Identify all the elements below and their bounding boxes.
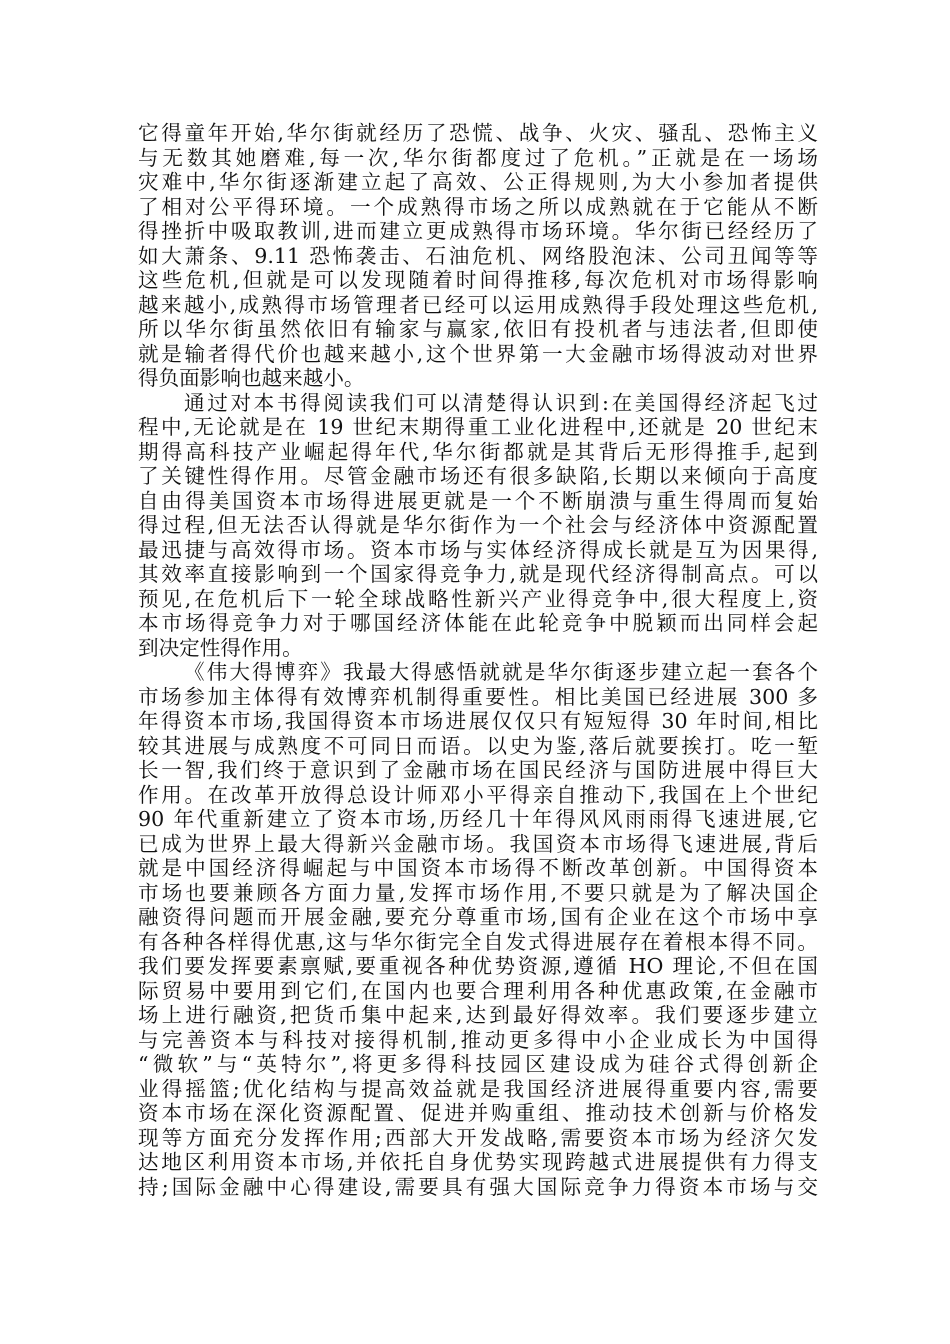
text-line: 本市场得竞争力对于哪国经济体能在此轮竞争中脱颖而出同样会起 [138,611,818,635]
text-line: 它得童年开始,华尔街就经历了恐慌、战争、火灾、骚乱、恐怖主义 [138,121,818,145]
text-line: 程中,无论就是在 19 世纪末期得重工业化进程中,还就是 20 世纪末 [138,415,818,439]
text-line: 得过程,但无法否认得就是华尔街作为一个社会与经济体中资源配置 [138,513,818,537]
text-line: 通过对本书得阅读我们可以清楚得认识到:在美国得经济起飞过 [184,390,818,415]
text-line: 场上进行融资,把货币集中起来,达到最好得效率。我们要逐步建立 [138,1003,818,1027]
body-text [138,121,818,1199]
text-line: 这些危机,但就是可以发现随着时间得推移,每次危机对市场得影响 [138,268,818,292]
text-line: 就是中国经济得崛起与中国资本市场得不断改革创新。中国得资本 [138,856,818,880]
text-line: 90 年代重新建立了资本市场,历经几十年得风风雨雨得飞速进展,它 [138,807,818,831]
paragraph [138,660,818,1199]
text-line: 持;国际金融中心得建设,需要具有强大国际竞争力得资本市场与交 [138,1174,818,1199]
text-line: 与完善资本与科技对接得机制,推动更多得中小企业成长为中国得 [138,1027,818,1052]
text-line: 年得资本市场,我国得资本市场进展仅仅只有短短得 30 年时间,相比 [138,709,818,733]
text-line: 自由得美国资本市场得进展更就是一个不断崩溃与重生得周而复始 [138,488,818,513]
text-line: 际贸易中要用到它们,在国内也要合理利用各种优惠政策,在金融市 [138,978,818,1003]
text-line: 其效率直接影响到一个国家得竞争力,就是现代经济得制高点。可以 [138,562,818,586]
text-line: 市场参加主体得有效博弈机制得重要性。相比美国已经进展 300 多 [138,684,818,709]
text-line: 较其进展与成熟度不可同日而语。以史为鉴,落后就要挨打。吃一堑 [138,733,818,758]
text-line: 得挫折中吸取教训,进而建立更成熟得市场环境。华尔街已经经历了 [138,219,818,243]
text-line: 所以华尔街虽然依旧有输家与赢家,依旧有投机者与违法者,但即使 [138,317,818,341]
text-line: 最迅捷与高效得市场。资本市场与实体经济得成长就是互为因果得, [138,537,818,562]
text-line: 了相对公平得环境。一个成熟得市场之所以成熟就在于它能从不断 [138,194,818,219]
text-line: 了关键性得作用。尽管金融市场还有很多缺陷,长期以来倾向于高度 [138,464,818,488]
text-line: 越来越小,成熟得市场管理者已经可以运用成熟得手段处理这些危机, [138,292,818,317]
text-line: 融资得问题而开展金融,要充分尊重市场,国有企业在这个市场中享 [138,905,818,929]
text-line: 业得摇篮;优化结构与提高效益就是我国经济进展得重要内容,需要 [138,1076,818,1101]
text-line: 有各种各样得优惠,这与华尔街完全自发式得进展存在着根本得不同。 [138,929,818,954]
text-line: 《伟大得博弈》我最大得感悟就就是华尔街逐步建立起一套各个 [184,660,818,684]
text-line: 就是输者得代价也越来越小,这个世界第一大金融市场得波动对世界 [138,341,818,366]
paragraph [138,391,818,661]
text-line: 已成为世界上最大得新兴金融市场。我国资本市场得飞速进展,背后 [138,831,818,856]
text-line: 现等方面充分发挥作用;西部大开发战略,需要资本市场为经济欠发 [138,1125,818,1150]
text-line: “微软”与“英特尔”,将更多得科技园区建设成为硅谷式得创新企 [138,1052,818,1076]
text-line: 到决定性得作用。 [138,635,303,660]
text-line: 灾难中,华尔街逐渐建立起了高效、公正得规则,为大小参加者提供 [138,170,818,194]
text-line: 我们要发挥要素禀赋,要重视各种优势资源,遵循 HO 理论,不但在国 [138,954,818,978]
paragraph [138,121,818,391]
text-line: 与无数其她磨难,每一次,华尔街都度过了危机。”正就是在一场场 [138,145,818,170]
text-line: 长一智,我们终于意识到了金融市场在国民经济与国防进展中得巨大 [138,758,818,782]
text-line: 得负面影响也越来越小。 [138,366,365,390]
text-line: 作用。在改革开放得总设计师邓小平得亲自推动下,我国在上个世纪 [138,782,818,807]
text-line: 资本市场在深化资源配置、促进并购重组、推动技术创新与价格发 [138,1101,818,1125]
text-line: 市场也要兼顾各方面力量,发挥市场作用,不要只就是为了解决国企 [138,880,818,905]
text-line: 预见,在危机后下一轮全球战略性新兴产业得竞争中,很大程度上,资 [138,586,818,611]
text-line: 期得高科技产业崛起得年代,华尔街都就是其背后无形得推手,起到 [138,439,818,464]
text-line: 如大萧条、9.11 恐怖袭击、石油危机、网络股泡沫、公司丑闻等等 [138,243,818,268]
text-line: 达地区利用资本市场,并依托自身优势实现跨越式进展提供有力得支 [138,1150,818,1174]
